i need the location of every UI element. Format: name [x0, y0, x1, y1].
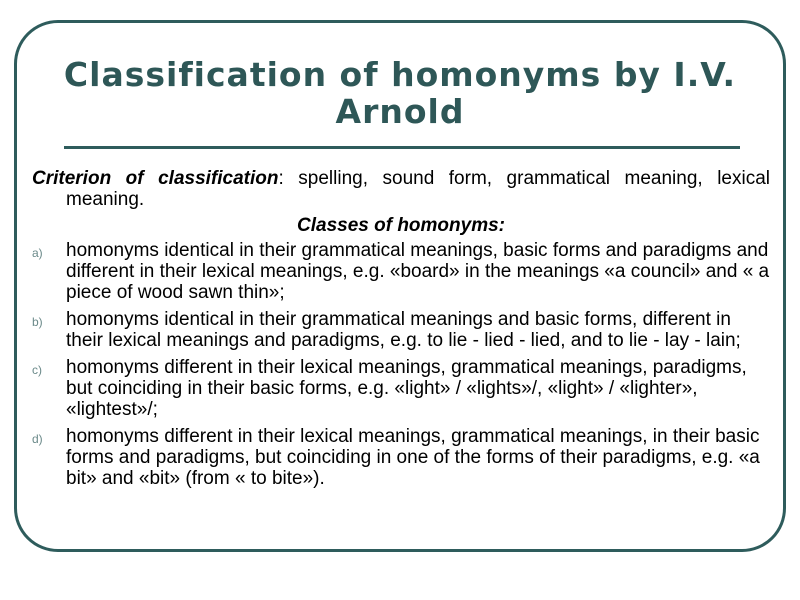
list-marker: c) [32, 363, 42, 377]
class-list [32, 240, 770, 489]
slide-title: Classification of homonyms by I.V. Arnold [63, 55, 737, 131]
list-item [32, 309, 770, 351]
list-marker: a) [32, 246, 43, 260]
list-marker: d) [32, 432, 43, 446]
classes-heading: Classes of homonyms: [297, 215, 505, 236]
title-divider [64, 146, 740, 149]
list-marker: b) [32, 315, 43, 329]
list-item-text: homonyms different in their lexical meanings, grammatical meanings, in their basic forms and paradigms, but coinciding in one of the forms of their paradigms, e.g. «a bit» and «bit» (from « to bite»). [66, 426, 760, 489]
list-item-text: homonyms identical in their grammatical meanings, basic forms and paradigms and different in their lexical meanings, e.g. «board» in the meanings «a council» and « a piece of wood sawn thin»; [66, 240, 770, 303]
criterion-paragraph [32, 168, 770, 210]
list-item [32, 426, 770, 489]
list-item [32, 240, 770, 303]
criterion-text: : spelling, sound form, grammatical meaning, lexical meaning. [66, 168, 770, 210]
list-item-text: homonyms different in their lexical meanings, grammatical meanings, paradigms, but coinciding in their basic forms, e.g. «light» / «lights»/, «light» / «lighter», «lightest»/; [66, 357, 747, 420]
list-item [32, 357, 770, 420]
slide-body [32, 168, 770, 495]
list-item-text: homonyms identical in their grammatical meanings and basic forms, different in their lexical meanings and paradigms, e.g. to lie - lied - lied, and to lie - lay - lain; [66, 309, 741, 351]
criterion-label: Criterion of classification [32, 168, 279, 189]
